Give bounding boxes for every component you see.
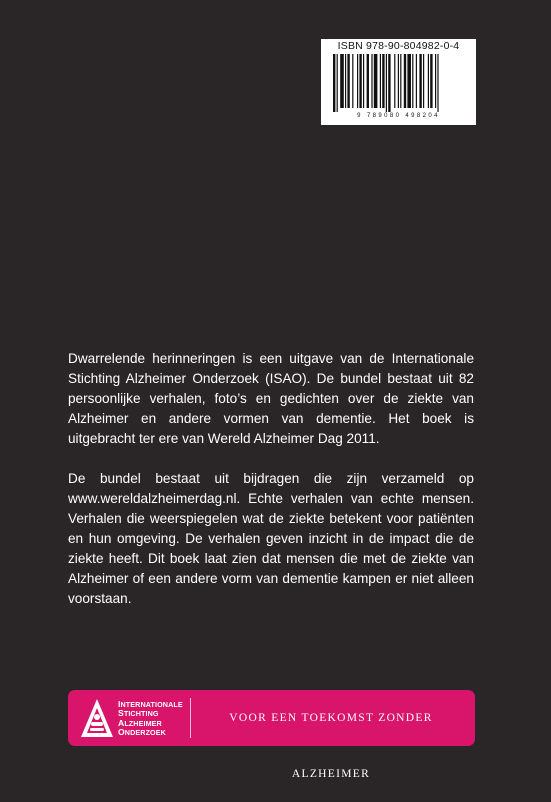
back-cover-text (68, 349, 474, 629)
barcode-bars (333, 54, 464, 112)
slogan: VOOR EEN TOEKOMST ZONDER ALZHEIMER (229, 712, 433, 780)
isbn-barcode (321, 39, 476, 125)
isbn-label: ISBN 978-90-804982-0-4 (337, 40, 460, 52)
blurb-paragraph-1: Dwarrelende herinneringen is een uitgave van de Internationale Stichting Alzheimer Onderzoek (ISAO). De bundel bestaat uit 82 persoonlijke verhalen, foto’s en gedichten over de ziekte van Alzheimer en andere vormen van dementie. Het boek is uitgebracht ter ere van Wereld Alzheimer Dag 2011. (68, 351, 474, 446)
isao-logo-icon (80, 697, 114, 739)
blurb-paragraph-2: De bundel bestaat uit bijdragen die zijn verzameld op www.wereldalzheimerdag.nl. Echte verhalen van echte mensen. Verhalen die weerspiegelen wat de ziekte betekent voor patiënten en hun omgeving. De verhalen geven inzicht in de impact die de ziekte heeft. Dit boek laat zien dat mensen die met de ziekte van Alzheimer of een andere vorm van dementie kampen er niet alleen voorstaan. (68, 471, 474, 606)
org-line: INTERNATIONALE (118, 699, 183, 709)
isao-footer-banner (68, 690, 475, 780)
org-line: ALZHEIMER (118, 717, 162, 728)
footer-divider (190, 698, 191, 738)
barcode-digits: 9 789080 498204 (357, 113, 440, 119)
organization-name (118, 700, 183, 738)
org-line: ONDERZOEK (118, 727, 166, 738)
org-line: STICHTING (118, 708, 159, 719)
